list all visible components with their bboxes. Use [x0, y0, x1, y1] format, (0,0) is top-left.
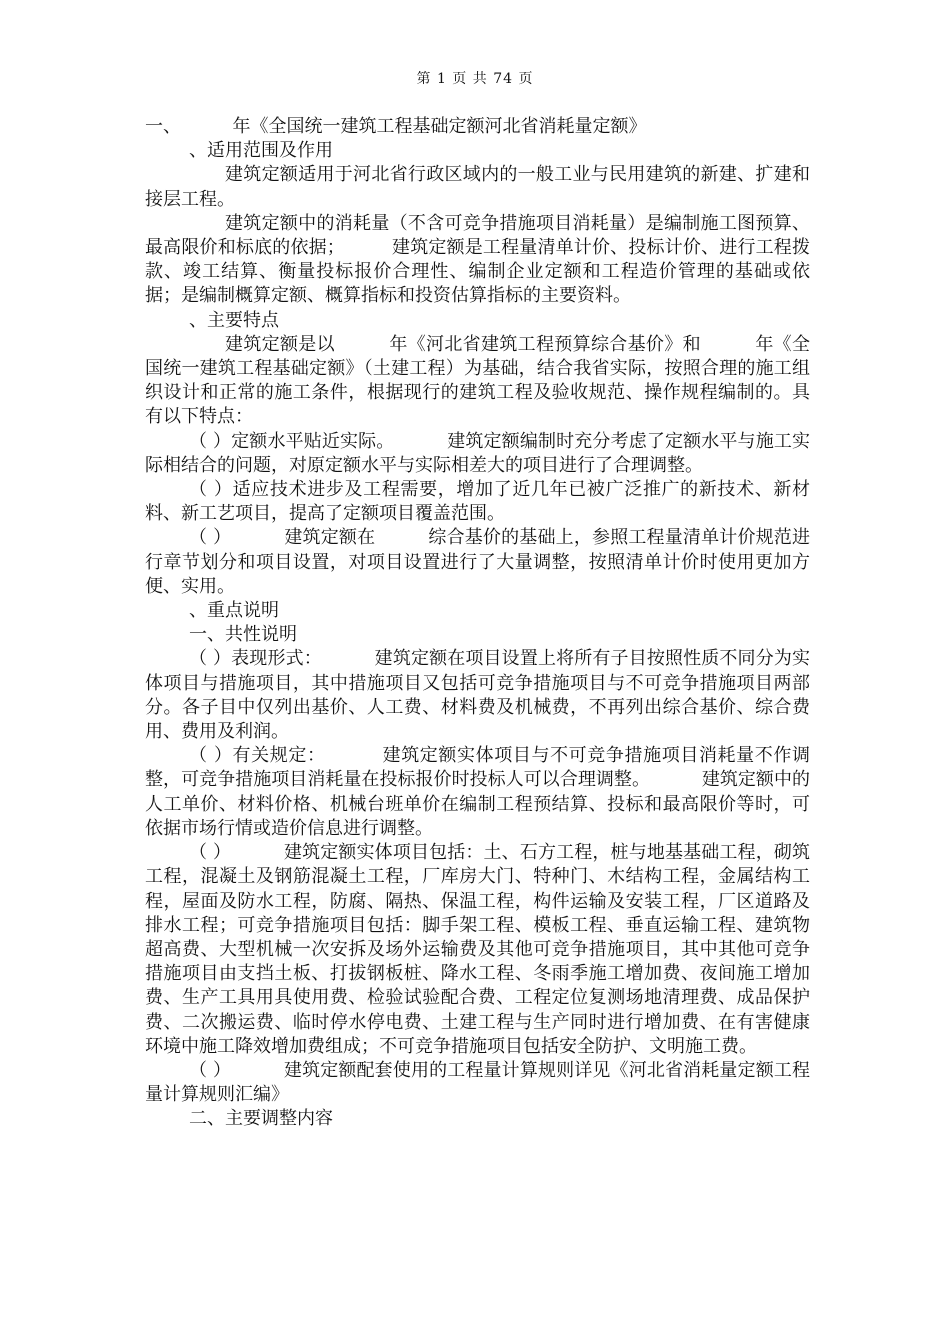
paragraph: （ ） 建筑定额实体项目包括：土、石方工程，桩与地基基础工程，砌筑工程，混凝土及钢筋混凝土工程，厂库房大门、特种门、木结构工程，金属结构工程，屋面及防水工程，防腐、隔热、保温工程，构件运输及安装工程，厂区道路及排水工程；可竞争措施项目包括：脚手架工程、模板工程、垂直运输工程、建筑物超高费、大型机械一次安拆及场外运输费及其他可竞争措施项目，其中其他可竞争措施项目由支挡土板、打拔钢板桩、降水工程、冬雨季施工增加费、夜间施工增加费、生产工具用具使用费、检验试验配合费、工程定位复测场地清理费、成品保护费、二次搬运费、临时停水停电费、土建工程与生产同时进行增加费、在有害健康环境中施工降效增加费组成；不可竞争措施项目包括安全防护、文明施工费。: [145, 842, 810, 1057]
paragraph: 、适用范围及作用: [189, 140, 333, 162]
page-number-header: 第 1 页 共 74 页: [416, 71, 534, 87]
document-body: [145, 115, 810, 1132]
paragraph: 一、共性说明: [189, 624, 297, 646]
paragraph: 、重点说明: [189, 600, 279, 622]
paragraph: 建筑定额是以 年《河北省建筑工程预算综合基价》和 年《全国统一建筑工程基础定额》（土建工程）为基础，结合我省实际，按照合理的施工组织设计和正常的施工条件，根据现行的建筑工程及验收规范、操作规程编制的。具有以下特点：: [145, 333, 810, 428]
paragraph: 、主要特点: [189, 309, 279, 331]
paragraph: （ ）表现形式： 建筑定额在项目设置上将所有子目按照性质不同分为实体项目与措施项目，其中措施项目又包括可竞争措施项目与不可竞争措施项目两部分。各子目中仅列出基价、人工费、材料费及机械费，不再列出综合基价、综合费用、费用及利润。: [145, 648, 810, 743]
paragraph: （ ）有关规定： 建筑定额实体项目与不可竞争措施项目消耗量不作调整，可竞争措施项目消耗量在投标报价时投标人可以合理调整。 建筑定额中的人工单价、材料价格、机械台班单价在编制工程预结算、投标和最高限价等时，可依据市场行情或造价信息进行调整。: [145, 745, 810, 839]
paragraph: （ ） 建筑定额在 综合基价的基础上，参照工程量清单计价规范进行章节划分和项目设置，对项目设置进行了大量调整，按照清单计价时使用更加方便、实用。: [145, 527, 810, 597]
paragraph: 建筑定额适用于河北省行政区域内的一般工业与民用建筑的新建、扩建和接层工程。: [145, 164, 810, 210]
paragraph: （ ） 建筑定额配套使用的工程量计算规则详见《河北省消耗量定额工程量计算规则汇编》: [145, 1059, 810, 1106]
paragraph: 一、 年《全国统一建筑工程基础定额河北省消耗量定额》: [145, 116, 647, 137]
paragraph: 二、主要调整内容: [189, 1108, 333, 1130]
paragraph: （ ）适应技术进步及工程需要，增加了近几年已被广泛推广的新技术、新材料、新工艺项目，提高了定额项目覆盖范围。: [145, 479, 810, 525]
paragraph: 建筑定额中的消耗量（不含可竞争措施项目消耗量）是编制施工图预算、最高限价和标底的依据； 建筑定额是工程量清单计价、投标计价、进行工程拨款、竣工结算、衡量投标报价合理性、编制企业定额和工程造价管理的基础或依据；是编制概算定额、概算指标和投资估算指标的主要资料。: [145, 212, 810, 307]
paragraph: （ ）定额水平贴近实际。 建筑定额编制时充分考虑了定额水平与施工实际相结合的问题，对原定额水平与实际相差大的项目进行了合理调整。: [145, 430, 810, 476]
